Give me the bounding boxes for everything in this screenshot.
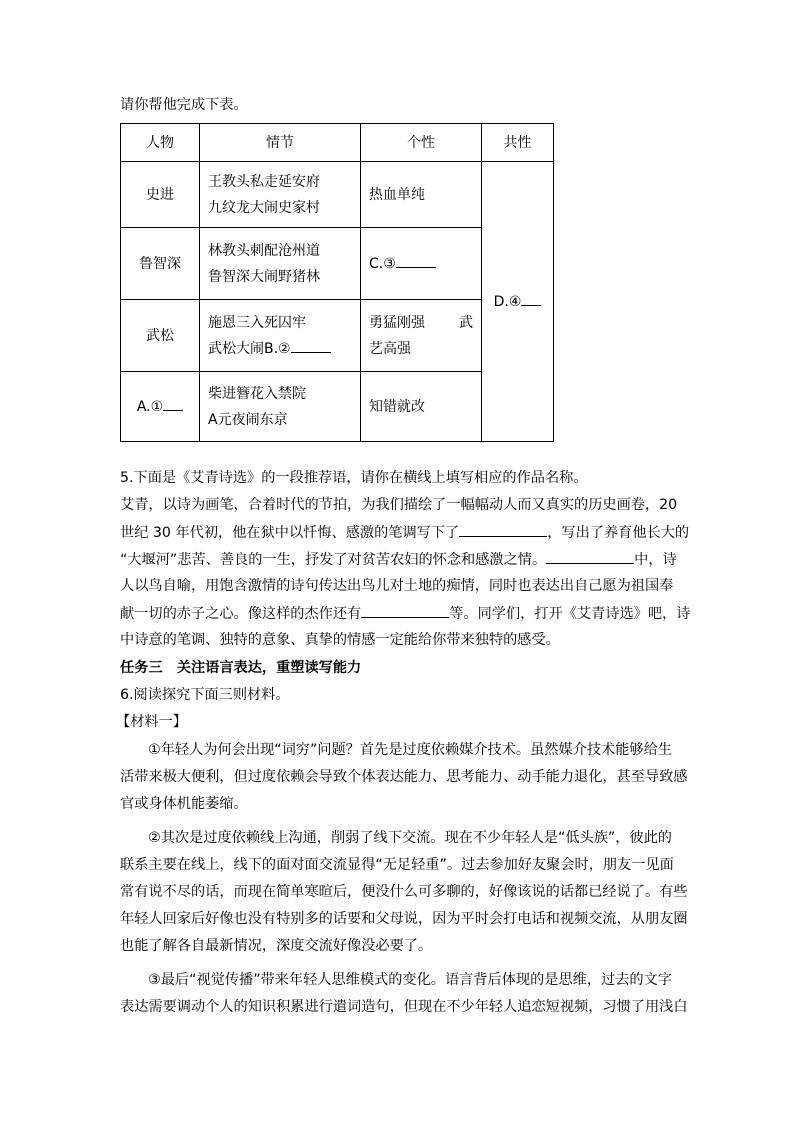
character-cell: 史进 xyxy=(121,162,200,228)
trait-cell: 热血单纯 xyxy=(361,162,482,228)
paragraph-line: ①年轻人为何会出现“词穷”问题？首先是过度依赖媒介技术。虽然媒介技术能够给生 xyxy=(148,742,672,758)
paragraph-line: 表达需要调动个人的知识积累进行遣词造句，但现在不少年轻人追恋短视频，习惯了用浅白 xyxy=(120,999,688,1015)
paragraph-line: 联系主要在线上，线下的面对面交流显得“无足轻重”。过去参加好友聚会时，朋友一见面 xyxy=(120,857,674,873)
plot-line: 施恩三入死囚牢 xyxy=(208,314,306,331)
paragraph-line: ③最后“视觉传播”带来年轻人思维模式的变化。语言背后体现的是思维，过去的文字 xyxy=(148,972,672,988)
header-trait: 个性 xyxy=(361,124,482,162)
paragraph-line: 也能了解各自最新情况，深度交流好像没必要了。 xyxy=(120,938,433,954)
text-span: “大堰河”悲苦、善良的一生，抒发了对贫苦农妇的怀念和感激之情。 xyxy=(120,552,547,568)
trait-cell xyxy=(361,228,482,300)
character-cell xyxy=(121,372,200,442)
character-cell: 鲁智深 xyxy=(121,228,200,300)
plot-cell xyxy=(200,372,361,442)
task-3-heading: 任务三 关注语言表达，重塑读写能力 xyxy=(120,660,362,676)
paragraph-line: 官或身体机能萎缩。 xyxy=(120,796,248,812)
plot-line: 柴进簪花入禁院 xyxy=(208,385,306,402)
plot-cell xyxy=(200,228,361,300)
common-label: D.④ xyxy=(493,293,522,310)
paragraph-line: 常有说不尽的话，而现在简单寒暄后，便没什么可多聊的，好像该说的话都已经说了。有些 xyxy=(120,884,688,900)
question-5-title: 5.下面是《艾青诗选》的一段推荐语，请你在横线上填写相应的作品名称。 xyxy=(120,470,588,486)
answer-blank[interactable] xyxy=(396,253,436,268)
plot-line: 武松大闹B.② xyxy=(208,340,291,357)
plot-line: A元夜闹东京 xyxy=(208,411,288,428)
character-cell: 武松 xyxy=(121,300,200,372)
material-1-heading: 【材料一】 xyxy=(116,714,187,730)
text-span: 献一切的赤子之心。像这样的杰作还有 xyxy=(120,606,362,622)
text-span: 中，诗 xyxy=(634,552,677,568)
question-6-title: 6.阅读探究下面三则材料。 xyxy=(120,687,290,703)
answer-blank[interactable] xyxy=(291,338,331,353)
paragraph-line: 艾青，以诗为画笔，合着时代的节拍，为我们描绘了一幅幅动人而又真实的历史画卷，20 xyxy=(120,497,678,513)
plot-line: 鲁智深大闹野猪林 xyxy=(208,268,320,285)
paragraph-line xyxy=(120,603,690,624)
paragraph-line: 活带来极大便利，但过度依赖会导致个体表达能力、思考能力、动手能力退化，甚至导致感 xyxy=(120,769,688,785)
paragraph-line xyxy=(120,549,677,570)
character-label: A.① xyxy=(136,398,164,415)
paragraph-line: 人以鸟自喻，用饱含激情的诗句传达出鸟儿对土地的痴情，同时也表达出自己愿为祖国奉 xyxy=(120,578,674,594)
plot-line: 王教头私走延安府 xyxy=(208,173,320,190)
answer-blank[interactable] xyxy=(546,549,634,564)
plot-line: 林教头刺配沧州道 xyxy=(208,242,320,259)
plot-cell xyxy=(200,300,361,372)
plot-cell xyxy=(200,162,361,228)
table-intro: 请你帮他完成下表。 xyxy=(120,97,248,113)
plot-line: 九纹龙大闹史家村 xyxy=(208,199,320,216)
header-common: 共性 xyxy=(482,124,554,162)
character-table xyxy=(120,123,554,442)
answer-blank[interactable] xyxy=(459,522,547,537)
trait-cell xyxy=(361,300,482,372)
text-span: 世纪 30 年代初，他在狱中以忏悔、感激的笔调写下了 xyxy=(120,525,460,541)
common-cell xyxy=(482,162,554,442)
answer-blank[interactable] xyxy=(361,603,449,618)
answer-blank[interactable] xyxy=(163,396,183,411)
paragraph-line xyxy=(120,522,689,543)
trait-text: 武 xyxy=(459,314,473,331)
answer-blank[interactable] xyxy=(521,291,541,306)
header-plot: 情节 xyxy=(200,124,361,162)
paragraph-line: ②其次是过度依赖线上沟通，削弱了线下交流。现在不少年轻人是“低头族”，彼此的 xyxy=(148,830,672,846)
header-character: 人物 xyxy=(121,124,200,162)
trait-text: 勇猛刚强 xyxy=(369,314,425,331)
paragraph-line: 年轻人回家后好像也没有特别多的话要和父母说，因为平时会打电话和视频交流，从朋友圈 xyxy=(120,911,688,927)
text-span: 等。同学们，打开《艾青诗选》吧，诗 xyxy=(449,606,691,622)
text-span: ，写出了养育他长大的 xyxy=(547,525,690,541)
trait-cell: 知错就改 xyxy=(361,372,482,442)
table-row xyxy=(121,162,554,228)
paragraph-line: 中诗意的笔调、独特的意象、真挚的情感一定能给你带来独特的感受。 xyxy=(120,632,560,648)
trait-text: 艺高强 xyxy=(369,340,411,357)
trait-label: C.③ xyxy=(369,255,396,272)
table-header-row xyxy=(121,124,554,162)
